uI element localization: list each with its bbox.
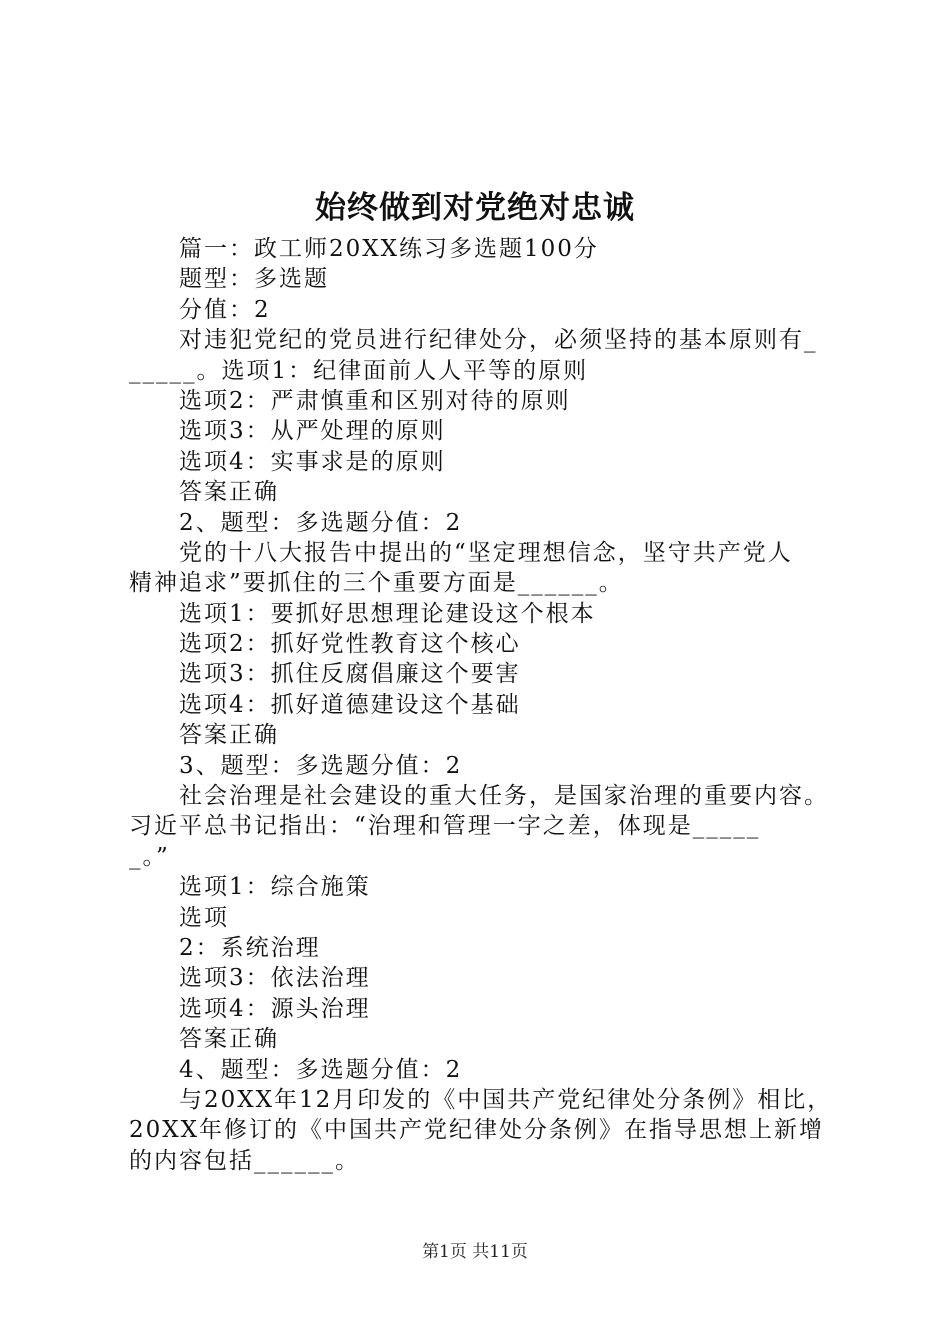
body-line: 选项4：源头治理 <box>179 995 371 1022</box>
body-line: 精神追求”要抓住的三个重要方面是______。 <box>129 570 624 597</box>
body-line: 选项 <box>179 904 229 931</box>
document-title: 始终做到对党绝对忠诚 <box>315 190 635 226</box>
body-line: 2、题型：多选题分值：2 <box>179 509 463 536</box>
body-line: 选项3：依法治理 <box>179 965 371 992</box>
body-line: 答案正确 <box>179 479 279 506</box>
body-line: 对违犯党纪的党员进行纪律处分，必须坚持的基本原则有_ <box>179 327 818 354</box>
body-line: 选项1：综合施策 <box>179 874 371 901</box>
body-line: 党的十八大报告中提出的“坚定理想信念，坚守共产党人 <box>179 539 793 566</box>
body-line: 选项3：抓住反腐倡廉这个要害 <box>179 661 521 688</box>
body-line: 与20XX年12月印发的《中国共产党纪律处分条例》相比， <box>179 1086 833 1113</box>
body-line: 2：系统治理 <box>179 934 321 961</box>
body-line: 答案正确 <box>179 1026 279 1053</box>
body-line: 习近平总书记指出：“治理和管理一字之差，体现是_____ <box>129 813 761 840</box>
body-line: 选项2：严肃慎重和区别对待的原则 <box>179 387 571 414</box>
body-line: 选项1：要抓好思想理论建设这个根本 <box>179 600 596 627</box>
body-line: _。” <box>129 843 170 870</box>
body-line: 3、题型：多选题分值：2 <box>179 752 463 779</box>
body-line: 选项4：实事求是的原则 <box>179 448 446 475</box>
body-line: 篇一：政工师20XX练习多选题100分 <box>179 236 599 262</box>
body-line: 题型：多选题 <box>179 266 329 293</box>
body-line: 4、题型：多选题分值：2 <box>179 1056 463 1083</box>
body-line: 选项2：抓好党性教育这个核心 <box>179 631 521 658</box>
body-line: 的内容包括______。 <box>129 1147 360 1174</box>
document-body <box>129 234 849 1176</box>
page-footer: 第1页 共11页 <box>422 1242 528 1262</box>
body-line: 分值：2 <box>179 296 271 323</box>
body-line: 选项4：抓好道德建设这个基础 <box>179 691 521 718</box>
body-line: 社会治理是社会建设的重大任务，是国家治理的重要内容。 <box>179 783 829 810</box>
body-line: 答案正确 <box>179 722 279 749</box>
body-line: 20XX年修订的《中国共产党纪律处分条例》在指导思想上新增 <box>129 1117 825 1144</box>
body-line: _____。选项1：纪律面前人人平等的原则 <box>129 357 589 384</box>
body-line: 选项3：从严处理的原则 <box>179 418 446 445</box>
